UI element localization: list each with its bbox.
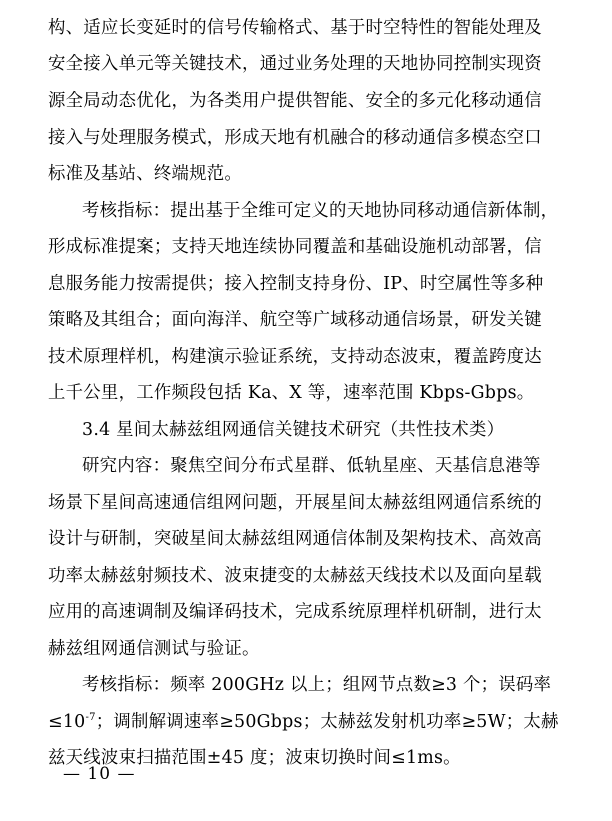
text-line: 功率太赫兹射频技术、波束捷变的太赫兹天线技术以及面向星载 <box>48 566 542 586</box>
text-line: 标准及基站、终端规范。 <box>48 164 243 184</box>
text-line: 考核指标：提出基于全维可定义的天地协同移动通信新体制， <box>82 201 559 221</box>
text-line <box>48 712 568 732</box>
text-line: 场景下星间高速通信组网问题，开展星间太赫兹组网通信系统的 <box>48 493 542 513</box>
text-line: 接入与处理服务模式，形成天地有机融合的移动通信多模态空口 <box>48 128 542 148</box>
text-line: 兹天线波束扫描范围±45 度；波束切换时间≤1ms。 <box>48 748 461 768</box>
text-line: 赫兹组网通信测试与验证。 <box>48 639 260 659</box>
exponent: -7 <box>85 712 96 723</box>
text-fragment: ；调制解调速率≥50Gbps；太赫兹发射机功率≥5W；太赫 <box>95 712 559 732</box>
text-line: 考核指标：频率 200GHz 以上；组网节点数≥3 个；误码率 <box>82 675 552 695</box>
text-line: 技术原理样机，构建演示验证系统，支持动态波束，覆盖跨度达 <box>48 347 542 367</box>
text-line: 研究内容：聚焦空间分布式星群、低轨星座、天基信息港等 <box>82 456 541 476</box>
text-line: 息服务能力按需提供；接入控制支持身份、IP、时空属性等多种 <box>48 274 544 294</box>
text-line: 源全局动态优化，为各类用户提供智能、安全的多元化移动通信 <box>48 91 542 111</box>
text-line: 应用的高速调制及编译码技术，完成系统原理样机研制，进行太 <box>48 602 542 622</box>
text-line: 形成标准提案；支持天地连续协同覆盖和基础设施机动部署，信 <box>48 237 542 257</box>
page-number: — 10 — <box>63 764 136 784</box>
text-line: 设计与研制，突破星间太赫兹组网通信体制及架构技术、高效高 <box>48 529 542 549</box>
text-line: 上千公里，工作频段包括 Ka、X 等，速率范围 Kbps-Gbps。 <box>48 383 535 403</box>
text-line: 构、适应长变延时的信号传输格式、基于时空特性的智能处理及 <box>48 18 542 38</box>
text-line: 安全接入单元等关键技术，通过业务处理的天地协同控制实现资 <box>48 54 542 74</box>
text-line: 策略及其组合；面向海洋、航空等广域移动通信场景，研发关键 <box>48 310 542 330</box>
text-fragment: ≤10 <box>48 712 86 732</box>
section-heading: 3.4 星间太赫兹组网通信关键技术研究（共性技术类） <box>82 420 505 440</box>
